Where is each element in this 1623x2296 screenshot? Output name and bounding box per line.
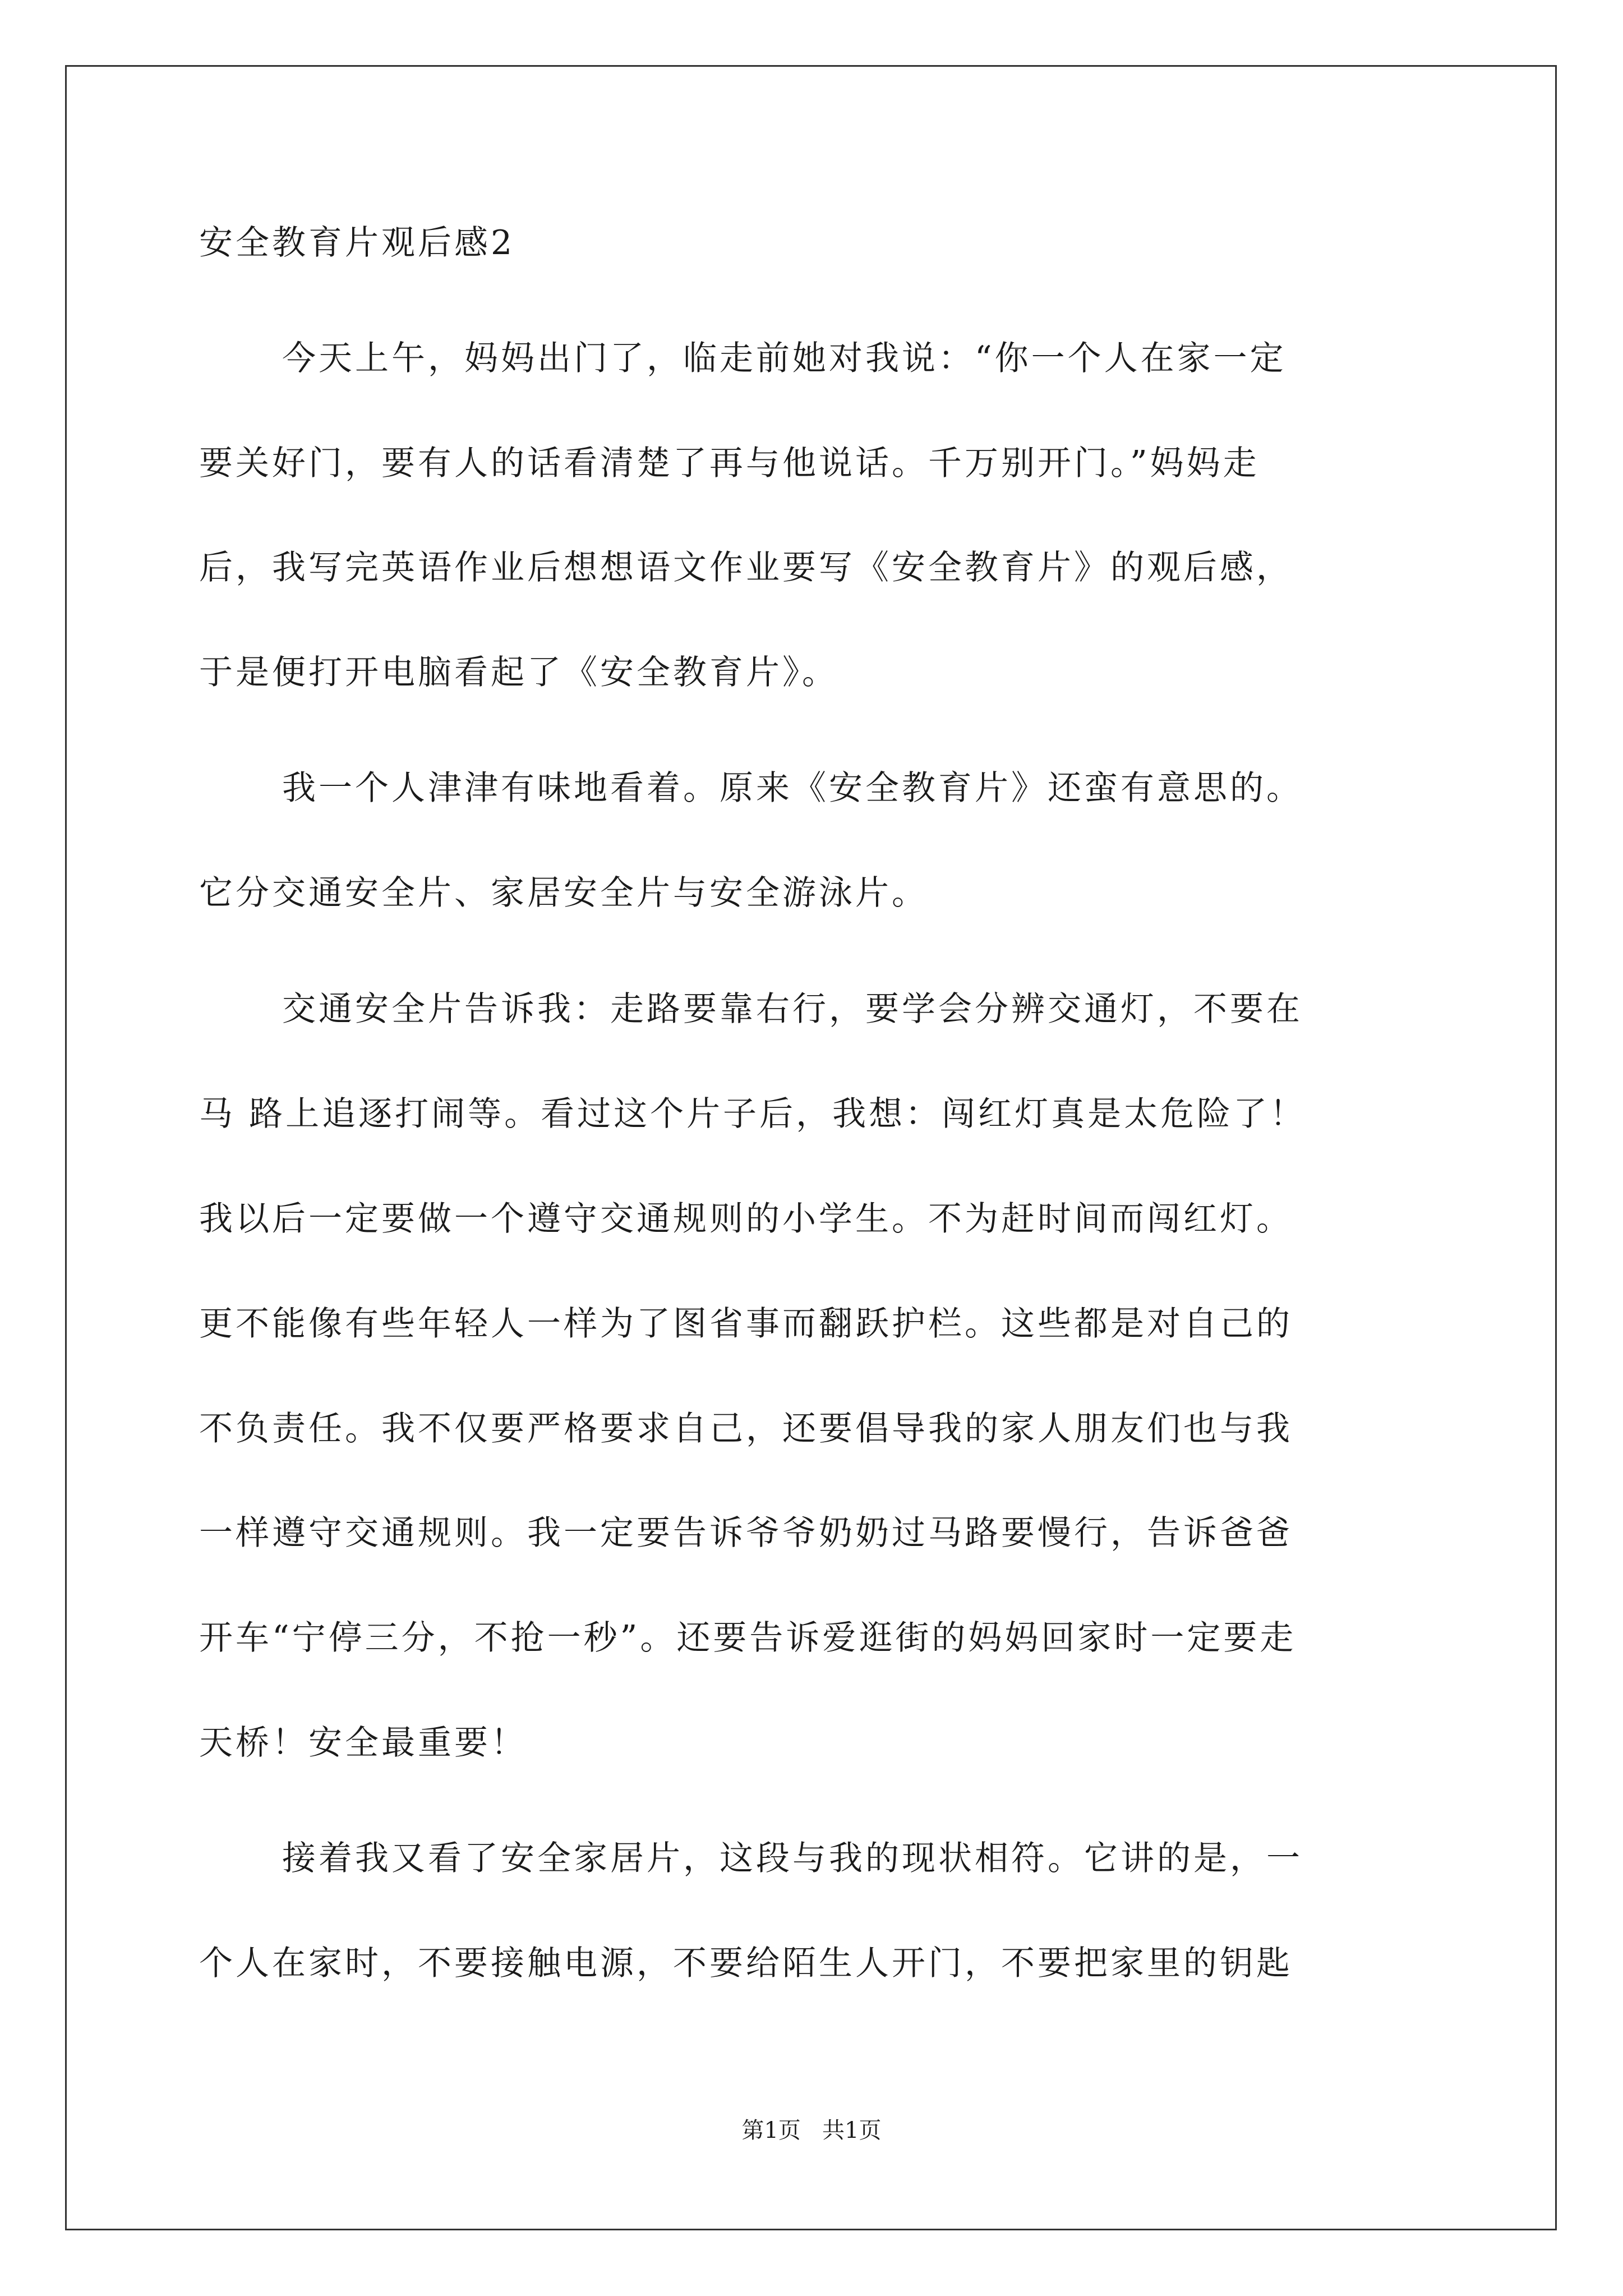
body-line: 于是便打开电脑看起了《安全教育片》。 [199, 653, 838, 692]
body-line: 开车“宁停三分，不抢一秒”。还要告诉爱逛街的妈妈回家时一定要走 [199, 1618, 1297, 1658]
body-line: 交通安全片告诉我：走路要靠右行，要学会分辨交通灯，不要在 [282, 990, 1303, 1029]
body-line: 我以后一定要做一个遵守交通规则的小学生。不为赶时间而闯红灯。 [199, 1199, 1293, 1239]
body-line: 更不能像有些年轻人一样为了图省事而翻跃护栏。这些都是对自己的 [199, 1304, 1293, 1343]
page-border [65, 65, 1557, 2230]
body-line: 后，我写完英语作业后想想语文作业要写《安全教育片》的观后感， [199, 548, 1293, 587]
body-line: 接着我又看了安全家居片，这段与我的现状相符。它讲的是，一 [282, 1839, 1303, 1878]
body-line: 不负责任。我不仅要严格要求自己，还要倡导我的家人朋友们也与我 [199, 1409, 1293, 1448]
document-title: 安全教育片观后感2 [199, 223, 515, 263]
body-line: 今天上午，妈妈出门了，临走前她对我说：“你一个人在家一定 [282, 339, 1287, 378]
body-line: 马 路上追逐打闹等。看过这个片子后，我想：闯红灯真是太危险了！ [199, 1094, 1307, 1134]
body-line: 一样遵守交通规则。我一定要告诉爷爷奶奶过马路要慢行，告诉爸爸 [199, 1513, 1293, 1553]
body-line: 它分交通安全片、家居安全片与安全游泳片。 [199, 873, 928, 913]
body-line: 我一个人津津有味地看着。原来《安全教育片》还蛮有意思的。 [282, 769, 1303, 808]
body-line: 天桥！安全最重要！ [199, 1723, 527, 1763]
body-line: 要关好门，要有人的话看清楚了再与他说话。千万别开门。”妈妈走 [199, 444, 1260, 483]
body-line: 个人在家时，不要接触电源，不要给陌生人开门，不要把家里的钥匙 [199, 1944, 1293, 1983]
page-footer: 第1页 共1页 [741, 2118, 882, 2143]
